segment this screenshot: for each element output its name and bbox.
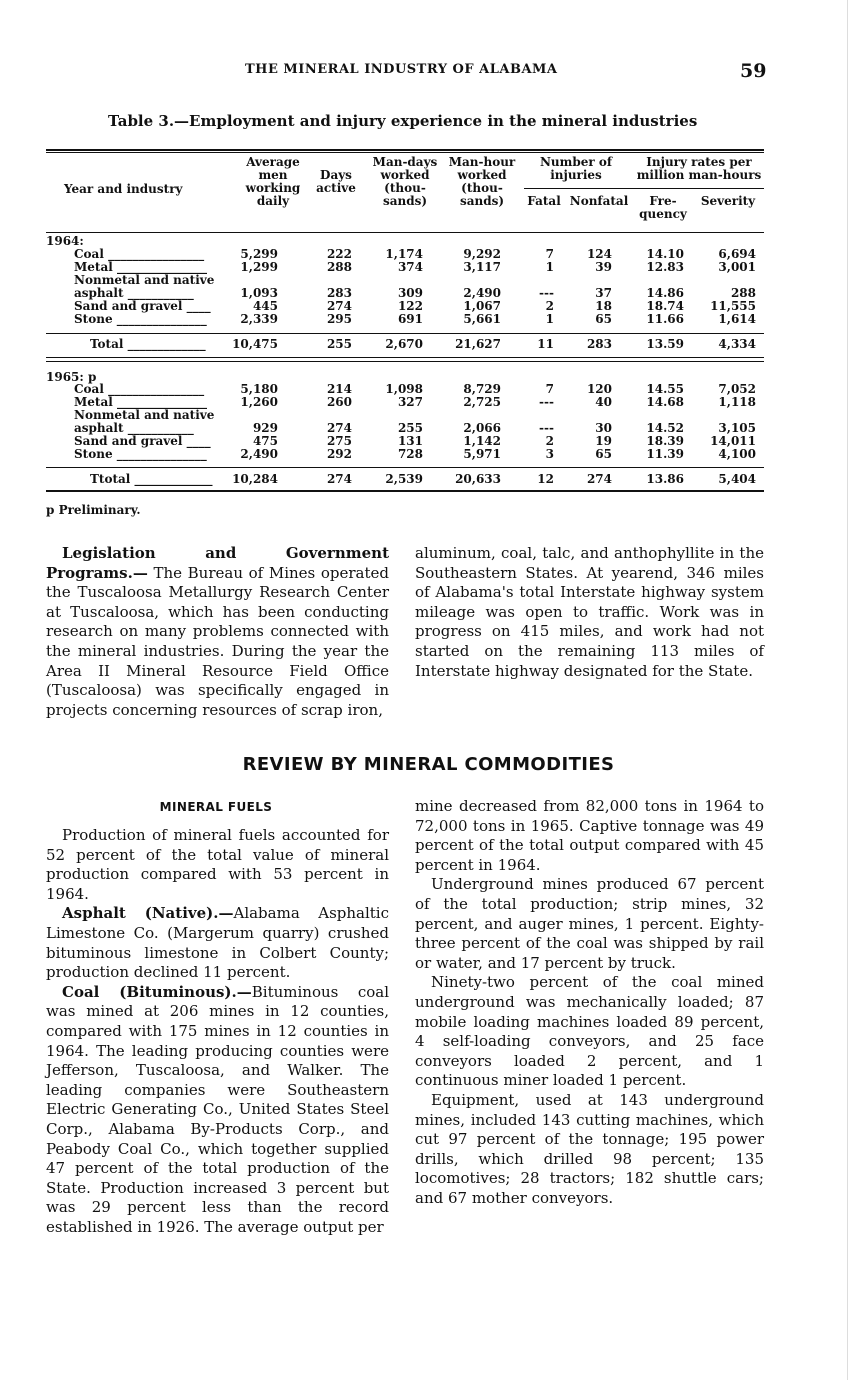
table-top-rule-inner	[46, 152, 764, 153]
table-cell: 274	[326, 421, 352, 435]
paragraph-production-text: Production of mineral fuels accounted for 52 percent of the total value of mineral production compared with 53 percent in 1964.	[46, 826, 389, 903]
header-man-days: Man-days worked (thou- sands)	[372, 155, 438, 208]
table-cell: 5,299	[240, 247, 278, 261]
table-cell: 7	[545, 247, 554, 261]
table-cell: 11.39	[646, 447, 684, 461]
table-cell: 2,539	[385, 472, 423, 486]
table-cell: 275	[326, 434, 352, 448]
mineral-fuels-left-column	[46, 826, 389, 1237]
table-cell: 40	[595, 395, 612, 409]
table-cell: 274	[326, 299, 352, 313]
table-cell: 260	[326, 395, 352, 409]
mineral-fuels-right-column	[415, 797, 764, 1208]
table-row-label: Stone _______________	[74, 312, 207, 326]
header-fatal: Fatal	[527, 194, 561, 208]
table-cell: 274	[326, 472, 352, 486]
table-cell: 19	[595, 434, 612, 448]
table-cell: 65	[595, 312, 612, 326]
table-cell: 124	[586, 247, 612, 261]
table-footnote: p Preliminary.	[46, 503, 141, 517]
table-cell: 13.59	[646, 337, 684, 351]
legislation-heading: Legislation and Government Programs.—	[46, 544, 389, 582]
subsection-title: MINERAL FUELS	[159, 800, 273, 814]
table-row-label: Nonmetal and native	[74, 273, 215, 287]
table-cell: 4,100	[718, 447, 756, 461]
table-row-label: Total _____________	[90, 337, 206, 351]
header-days-active: Days active	[316, 168, 356, 195]
table-cell: 11,555	[710, 299, 756, 313]
header-number-of-injuries: Number of injuries	[539, 155, 613, 182]
group-separator-rule-2	[46, 361, 764, 362]
table-cell: 5,661	[463, 312, 501, 326]
paragraph-production	[46, 826, 389, 904]
table-row-label: Metal _______________	[74, 260, 207, 274]
running-title: THE MINERAL INDUSTRY OF ALABAMA	[245, 62, 558, 77]
table-cell: 2,490	[463, 286, 501, 300]
table-cell: 327	[397, 395, 423, 409]
table-cell: 12	[537, 472, 554, 486]
table-cell: 929	[252, 421, 278, 435]
table-cell: 65	[595, 447, 612, 461]
header-year-industry: Year and industry	[64, 182, 183, 196]
table-cell: 292	[326, 447, 352, 461]
table-cell: 475	[252, 434, 278, 448]
table-cell: 14.86	[646, 286, 684, 300]
table-cell: 5,180	[240, 382, 278, 396]
table-cell: 214	[326, 382, 352, 396]
table-cell: 288	[730, 286, 756, 300]
table-cell: 2,490	[240, 447, 278, 461]
table-cell: 21,627	[455, 337, 501, 351]
table-row-label: Sand and gravel ____	[74, 299, 211, 313]
header-injury-rates: Injury rates per million man-hours	[636, 155, 762, 182]
legislation-left-text: The Bureau of Mines operated the Tuscaloosa Metallurgy Research Center at Tuscaloosa, which has been conducting research on many problems connected with the mineral industries. During the year the Area II Mineral Resource Field Office (Tuscaloosa) was specifically engaged in projects concerning resources of scrap iron,	[46, 563, 389, 719]
table-cell: 11	[537, 337, 554, 351]
table-cell: 12.83	[646, 260, 684, 274]
table-cell: 39	[595, 260, 612, 274]
table-cell: 691	[397, 312, 423, 326]
legislation-right-text: aluminum, coal, talc, and anthophyllite in the Southeastern States. At yearend, 346 miles of Alabama's total Interstate highway system mileage was open to traffic. Work was in progress on 415 miles, and work had not started on the remaining 113 miles of Interstate highway designated for the State.	[415, 544, 764, 680]
table-cell: 30	[595, 421, 612, 435]
table-cell: 131	[397, 434, 423, 448]
header-nonfatal: Nonfatal	[569, 194, 629, 208]
table-cell: 1,174	[385, 247, 423, 261]
table-row-label: asphalt ___________	[74, 421, 194, 435]
table-row-label: Nonmetal and native	[74, 408, 215, 422]
table-cell: 7,052	[718, 382, 756, 396]
table-cell: 283	[586, 337, 612, 351]
table-cell: 14.10	[646, 247, 684, 261]
table-cell: 1	[545, 312, 554, 326]
year-label-1964: 1964:	[46, 234, 84, 248]
table-cell: 18.74	[646, 299, 684, 313]
year-label-1965: 1965: p	[46, 370, 97, 384]
table-row-label: Ttotal _____________	[90, 472, 213, 486]
table-cell: ---	[539, 395, 554, 409]
table-cell: 3,105	[718, 421, 756, 435]
table-cell: 374	[397, 260, 423, 274]
table-cell: 1,142	[463, 434, 501, 448]
asphalt-text: Alabama Asphaltic Limestone Co. (Margerum quarry) crushed bituminous limestone in Colbert County; production declined 11 percent.	[46, 904, 389, 982]
table-caption: Table 3.—Employment and injury experience in the mineral industries	[108, 112, 698, 130]
table-cell: 309	[397, 286, 423, 300]
table-cell: 13.86	[646, 472, 684, 486]
table-cell: 9,292	[463, 247, 501, 261]
total-rule-1965	[46, 467, 764, 468]
table-cell: 5,971	[463, 447, 501, 461]
table-cell: 5,404	[718, 472, 756, 486]
table-cell: 10,284	[232, 472, 278, 486]
table-cell: 1,067	[463, 299, 501, 313]
table-cell: 14.55	[646, 382, 684, 396]
table-row-label: Coal ________________	[74, 247, 205, 261]
table-cell: 14.52	[646, 421, 684, 435]
table-cell: 18	[595, 299, 612, 313]
table-cell: 122	[397, 299, 423, 313]
table-row-label: asphalt ___________	[74, 286, 194, 300]
table-cell: 283	[326, 286, 352, 300]
table-cell: 2,725	[463, 395, 501, 409]
table-cell: 1,260	[240, 395, 278, 409]
table-cell: 728	[397, 447, 423, 461]
paragraph-equipment: Equipment, used at 143 underground mines, included 143 cutting machines, which cut 97 percent of the tonnage; 195 power drills, which drilled 98 percent; 135 locomotives; 28 tractors; 182 shuttle cars; and 67 mother conveyors.	[415, 1090, 764, 1207]
table-cell: 4,334	[718, 337, 756, 351]
header-average-men: Average men working daily	[245, 155, 301, 208]
paragraph-mine-output: mine decreased from 82,000 tons in 1964 to 72,000 tons in 1965. Captive tonnage was 49 percent of the total output compared with 45 percent in 1964.	[415, 797, 764, 874]
section-title: REVIEW BY MINERAL COMMODITIES	[242, 754, 615, 775]
table-cell: ---	[539, 286, 554, 300]
table-cell: 3,117	[463, 260, 501, 274]
table-cell: 1,614	[718, 312, 756, 326]
table-cell: 1	[545, 260, 554, 274]
header-frequency: Fre- quency	[639, 194, 687, 221]
table-cell: 14,011	[710, 434, 756, 448]
table-cell: ---	[539, 421, 554, 435]
table-cell: 255	[326, 337, 352, 351]
table-cell: 1,093	[240, 286, 278, 300]
coal-heading: Coal (Bituminous).—	[62, 982, 252, 1001]
coal-text: Bituminous coal was mined at 206 mines in 12 counties, compared with 175 mines in 12 counties in 1964. The leading producing counties were Jefferson, Tuscaloosa, and Walker. The leading companies were Southeastern Electric Generating Co., United States Steel Corp., Alabama By-Products Corp., and Peabody Coal Co., which together supplied 47 percent of the total production of the State. Production increased 3 percent but was 29 percent less than the record established in 1926. The average output per	[46, 982, 389, 1236]
header-severity: Severity	[700, 194, 756, 208]
table-cell: 10,475	[232, 337, 278, 351]
table-cell: 1,098	[385, 382, 423, 396]
legislation-left-column	[46, 544, 389, 720]
table-cell: 14.68	[646, 395, 684, 409]
table-cell: 120	[586, 382, 612, 396]
table-cell: 2,066	[463, 421, 501, 435]
table-header-rule	[46, 232, 764, 233]
table-cell: 6,694	[718, 247, 756, 261]
table-cell: 295	[326, 312, 352, 326]
legislation-right-column	[415, 544, 764, 681]
table-cell: 2,670	[385, 337, 423, 351]
table-cell: 255	[397, 421, 423, 435]
table-cell: 20,633	[455, 472, 501, 486]
table-cell: 2	[545, 434, 554, 448]
table-cell: 8,729	[463, 382, 501, 396]
table-top-rule	[46, 149, 764, 151]
table-bottom-rule	[46, 490, 764, 492]
table-row-label: Metal _______________	[74, 395, 207, 409]
table-cell: 37	[595, 286, 612, 300]
paragraph-coal	[46, 983, 389, 1238]
table-cell: 7	[545, 382, 554, 396]
table-cell: 18.39	[646, 434, 684, 448]
table-row-label: Sand and gravel ____	[74, 434, 211, 448]
paragraph-underground: Underground mines produced 67 percent of the total production; strip mines, 32 percent, and auger mines, 1 percent. Eighty-three percent of the coal was shipped by rail or water, and 17 percent by truck.	[415, 875, 764, 972]
table-row-label: Coal ________________	[74, 382, 205, 396]
table-cell: 1,118	[718, 395, 756, 409]
table-cell: 2,339	[240, 312, 278, 326]
page-edge-line	[847, 0, 848, 1380]
group-separator-rule	[46, 357, 764, 358]
table-cell: 445	[252, 299, 278, 313]
table-cell: 3	[545, 447, 554, 461]
total-rule-1964	[46, 333, 764, 334]
table-row-label: Stone _______________	[74, 447, 207, 461]
paragraph-mechanical-loading: Ninety-two percent of the coal mined underground was mechanically loaded; 87 mobile loading machines loaded 89 percent, 4 self-loading conveyors, and 25 face conveyors loaded 2 percent, and 1 continuous miner loaded 1 percent.	[415, 973, 764, 1090]
paragraph-asphalt	[46, 904, 389, 982]
table-cell: 11.66	[646, 312, 684, 326]
page-number: 59	[740, 60, 767, 82]
table-cell: 2	[545, 299, 554, 313]
table-cell: 1,299	[240, 260, 278, 274]
subheader-rule	[524, 188, 764, 189]
asphalt-heading: Asphalt (Native).—	[62, 904, 234, 923]
table-cell: 222	[326, 247, 352, 261]
header-man-hours: Man-hour worked (thou- sands)	[448, 155, 516, 208]
table-cell: 274	[586, 472, 612, 486]
table-cell: 3,001	[718, 260, 756, 274]
table-cell: 288	[326, 260, 352, 274]
